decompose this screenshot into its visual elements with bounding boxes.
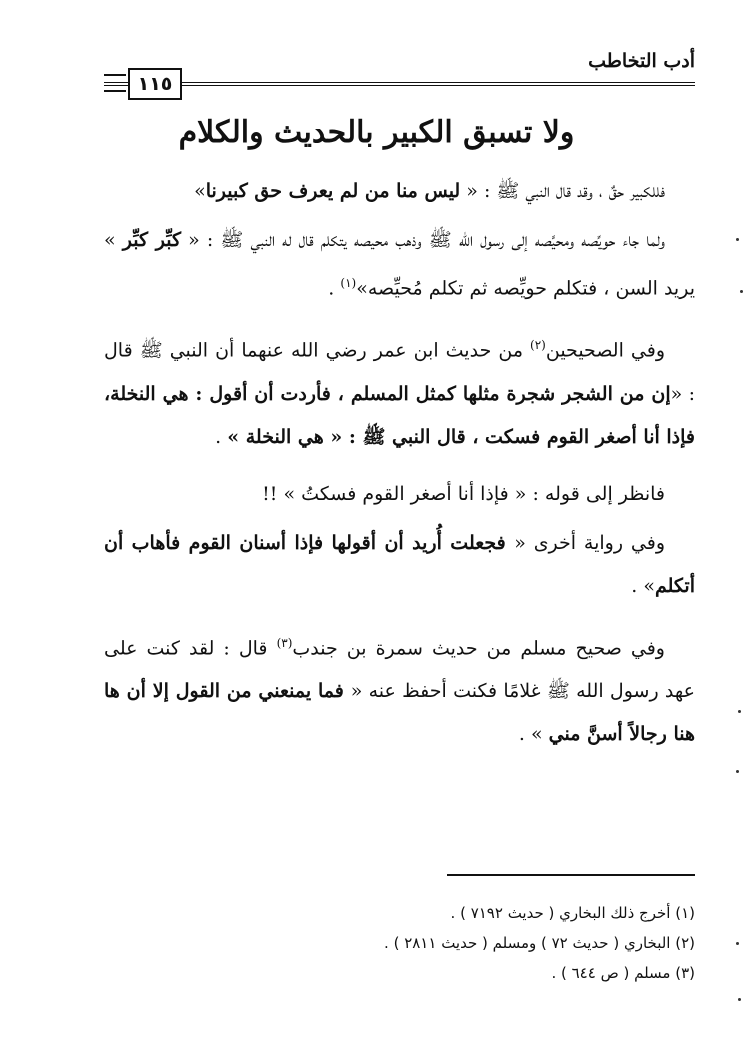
text-run: وفي رواية أخرى « <box>514 531 665 554</box>
footnote-ref: (٢) <box>530 338 546 353</box>
scan-speck <box>738 998 741 1001</box>
page-number: ١١٥ <box>128 68 182 100</box>
scan-speck <box>738 710 741 713</box>
scan-speck <box>736 770 739 773</box>
running-title: أدب التخاطب <box>588 50 695 72</box>
footnote-3: (٣) مسلم ( ص ٦٤٤ ) . <box>551 964 695 982</box>
header-rule <box>104 82 695 86</box>
paragraph-4: فانظر إلى قوله : « فإذا أنا أصغر القوم فسكتُ » !! <box>262 482 665 505</box>
text-run: » . <box>518 722 549 745</box>
hadith-quote: فجعلت أُريد أن أقولها فإذا أسنان القوم فأهاب أن أتكلم <box>104 531 695 597</box>
header-rule-stub-top <box>104 74 126 76</box>
paragraph-2 <box>104 219 695 310</box>
text-run: » يريد السن ، فتكلم حويِّصه ثم تكلم مُحيِّصه» <box>104 229 695 300</box>
hadith-quote: كبِّر كبِّر <box>122 229 181 251</box>
footnote-ref: (٣) <box>276 635 293 650</box>
footnote-rule <box>447 874 695 876</box>
hadith-quote: إن من الشجر شجرة مثلها كمثل المسلم ، فأردت أن أقول : هي النخلة، فإذا أنا أصغر القوم فسكت ، قال النبي ﷺ : « هي النخلة » <box>104 382 695 448</box>
paragraph-1 <box>104 170 695 213</box>
hadith-quote: فما يمنعني من القول إلا أن ها هنا رجالاً أسنَّ مني <box>104 679 695 745</box>
main-text <box>104 170 695 770</box>
text-run: من حديث ابن عمر رضي الله عنهما أن النبي ﷺ قال : « <box>104 339 695 405</box>
text-run: . <box>215 425 228 448</box>
scan-speck <box>740 290 743 293</box>
text-run: » <box>194 180 206 202</box>
paragraph-6 <box>104 622 695 756</box>
footnote-ref: (١) <box>340 276 357 290</box>
scan-speck <box>736 238 739 241</box>
scan-speck <box>736 942 739 945</box>
section-title: ولا تسبق الكبير بالحديث والكلام <box>178 115 575 150</box>
text-run: . <box>328 277 341 300</box>
text-run: وفي صحيح مسلم من حديث سمرة بن جندب <box>292 636 665 659</box>
text-run: قال : لقد كنت على عهد رسول الله ﷺ غلامًا فكنت أحفظ عنه « <box>104 636 695 702</box>
text-run: ولما جاء حويِّصه ومحيَّصه إلى رسول الله ﷺ وذهب محيصه يتكلم قال له النبي ﷺ : « <box>188 229 665 251</box>
hadith-quote: ليس منا من لم يعرف حق كبيرنا <box>205 180 461 202</box>
text-run: وفي الصحيحين <box>545 339 665 362</box>
paragraph-3 <box>104 324 695 458</box>
paragraph-5 <box>104 522 695 608</box>
footnote-1: (١) أخرج ذلك البخاري ( حديث ٧١٩٢ ) . <box>450 904 695 922</box>
footnote-2: (٢) البخاري ( حديث ٧٢ ) ومسلم ( حديث ٢٨١١ ) . <box>384 934 695 952</box>
text-run: فللكبير حقٌ ، وقد قال النبي ﷺ : « <box>466 180 665 202</box>
header-rule-stub-bottom <box>104 90 126 92</box>
footnotes <box>104 898 695 988</box>
text-run: » . <box>631 574 655 597</box>
